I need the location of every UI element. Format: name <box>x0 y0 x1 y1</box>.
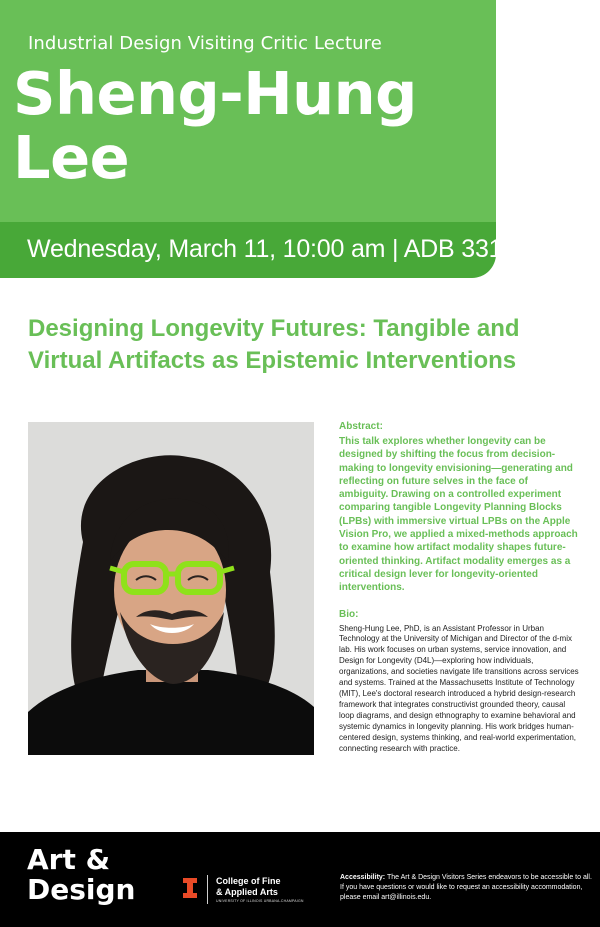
bio-body: Sheng-Hung Lee, PhD, is an Assistant Professor in Urban Technology at the University of Michigan and Director of the d-mix lab. His work focuses on urban systems, service innovation, and Design for Longevity (D4L)—exploring how individuals, organizations, and societies navigate life transitions across services and systems. Trained at the Massachusetts Institute of Technology (MIT), Lee's doctoral research introduced a hybrid design-research framework that integrates constructivist grounded theory, causal loop diagrams, and design ethnography to examine behavioral and systemic dynamics in longevity planning. His work bridges human-centered design, systems thinking, and real-world experimentation, connecting research with practice. <box>339 623 579 753</box>
accessibility-text: The Art & Design Visitors Series endeavors to be accessible to all. If you have questions or would like to request an accessibility accommodation, please email art@illinois.edu. <box>340 874 592 901</box>
speaker-photo <box>28 422 314 755</box>
illinois-block-i-icon <box>183 878 197 898</box>
art-design-logo <box>27 845 135 905</box>
lecture-series-label: Industrial Design Visiting Critic Lecture <box>28 33 382 54</box>
abstract-heading: Abstract: <box>339 421 383 432</box>
header-banner <box>0 0 496 222</box>
accessibility-label: Accessibility: <box>340 874 386 881</box>
date-location-bar <box>0 222 503 278</box>
talk-title: Designing Longevity Futures: Tangible and Virtual Artifacts as Epistemic Interventions <box>28 315 520 374</box>
university-name: UNIVERSITY OF ILLINOIS URBANA-CHAMPAIGN <box>216 899 304 903</box>
logo-line-2: Design <box>27 873 136 906</box>
college-name-line-1: College of Fine <box>216 876 281 886</box>
date-location-text: Wednesday, March 11, 10:00 am | ADB 331 <box>27 235 503 263</box>
bio-heading: Bio: <box>339 608 359 620</box>
college-name-line-2: & Applied Arts <box>216 887 278 897</box>
abstract-body: This talk explores whether longevity can be designed by shifting the focus from decision-making to longevity envisioning—generating and reflecting on future selves in the face of ambiguity. Drawing on a controlled experiment comparing tangible Longevity Planning Blocks (LPBs) with immersive virtual LPBs on the Apple Vision Pro, we applied a mixed-methods approach to examine how artifact modality shapes future-oriented thinking. Artifact modality emerges as a critical design lever for longevity-oriented interventions. <box>339 436 578 594</box>
accessibility-note <box>340 873 592 903</box>
college-name <box>216 876 281 898</box>
speaker-portrait-illustration <box>28 422 314 755</box>
footer <box>0 832 600 927</box>
logo-divider <box>207 875 208 904</box>
text-column <box>339 420 579 754</box>
speaker-name: Sheng-Hung Lee <box>13 59 417 192</box>
logo-line-1: Art & <box>27 843 111 876</box>
